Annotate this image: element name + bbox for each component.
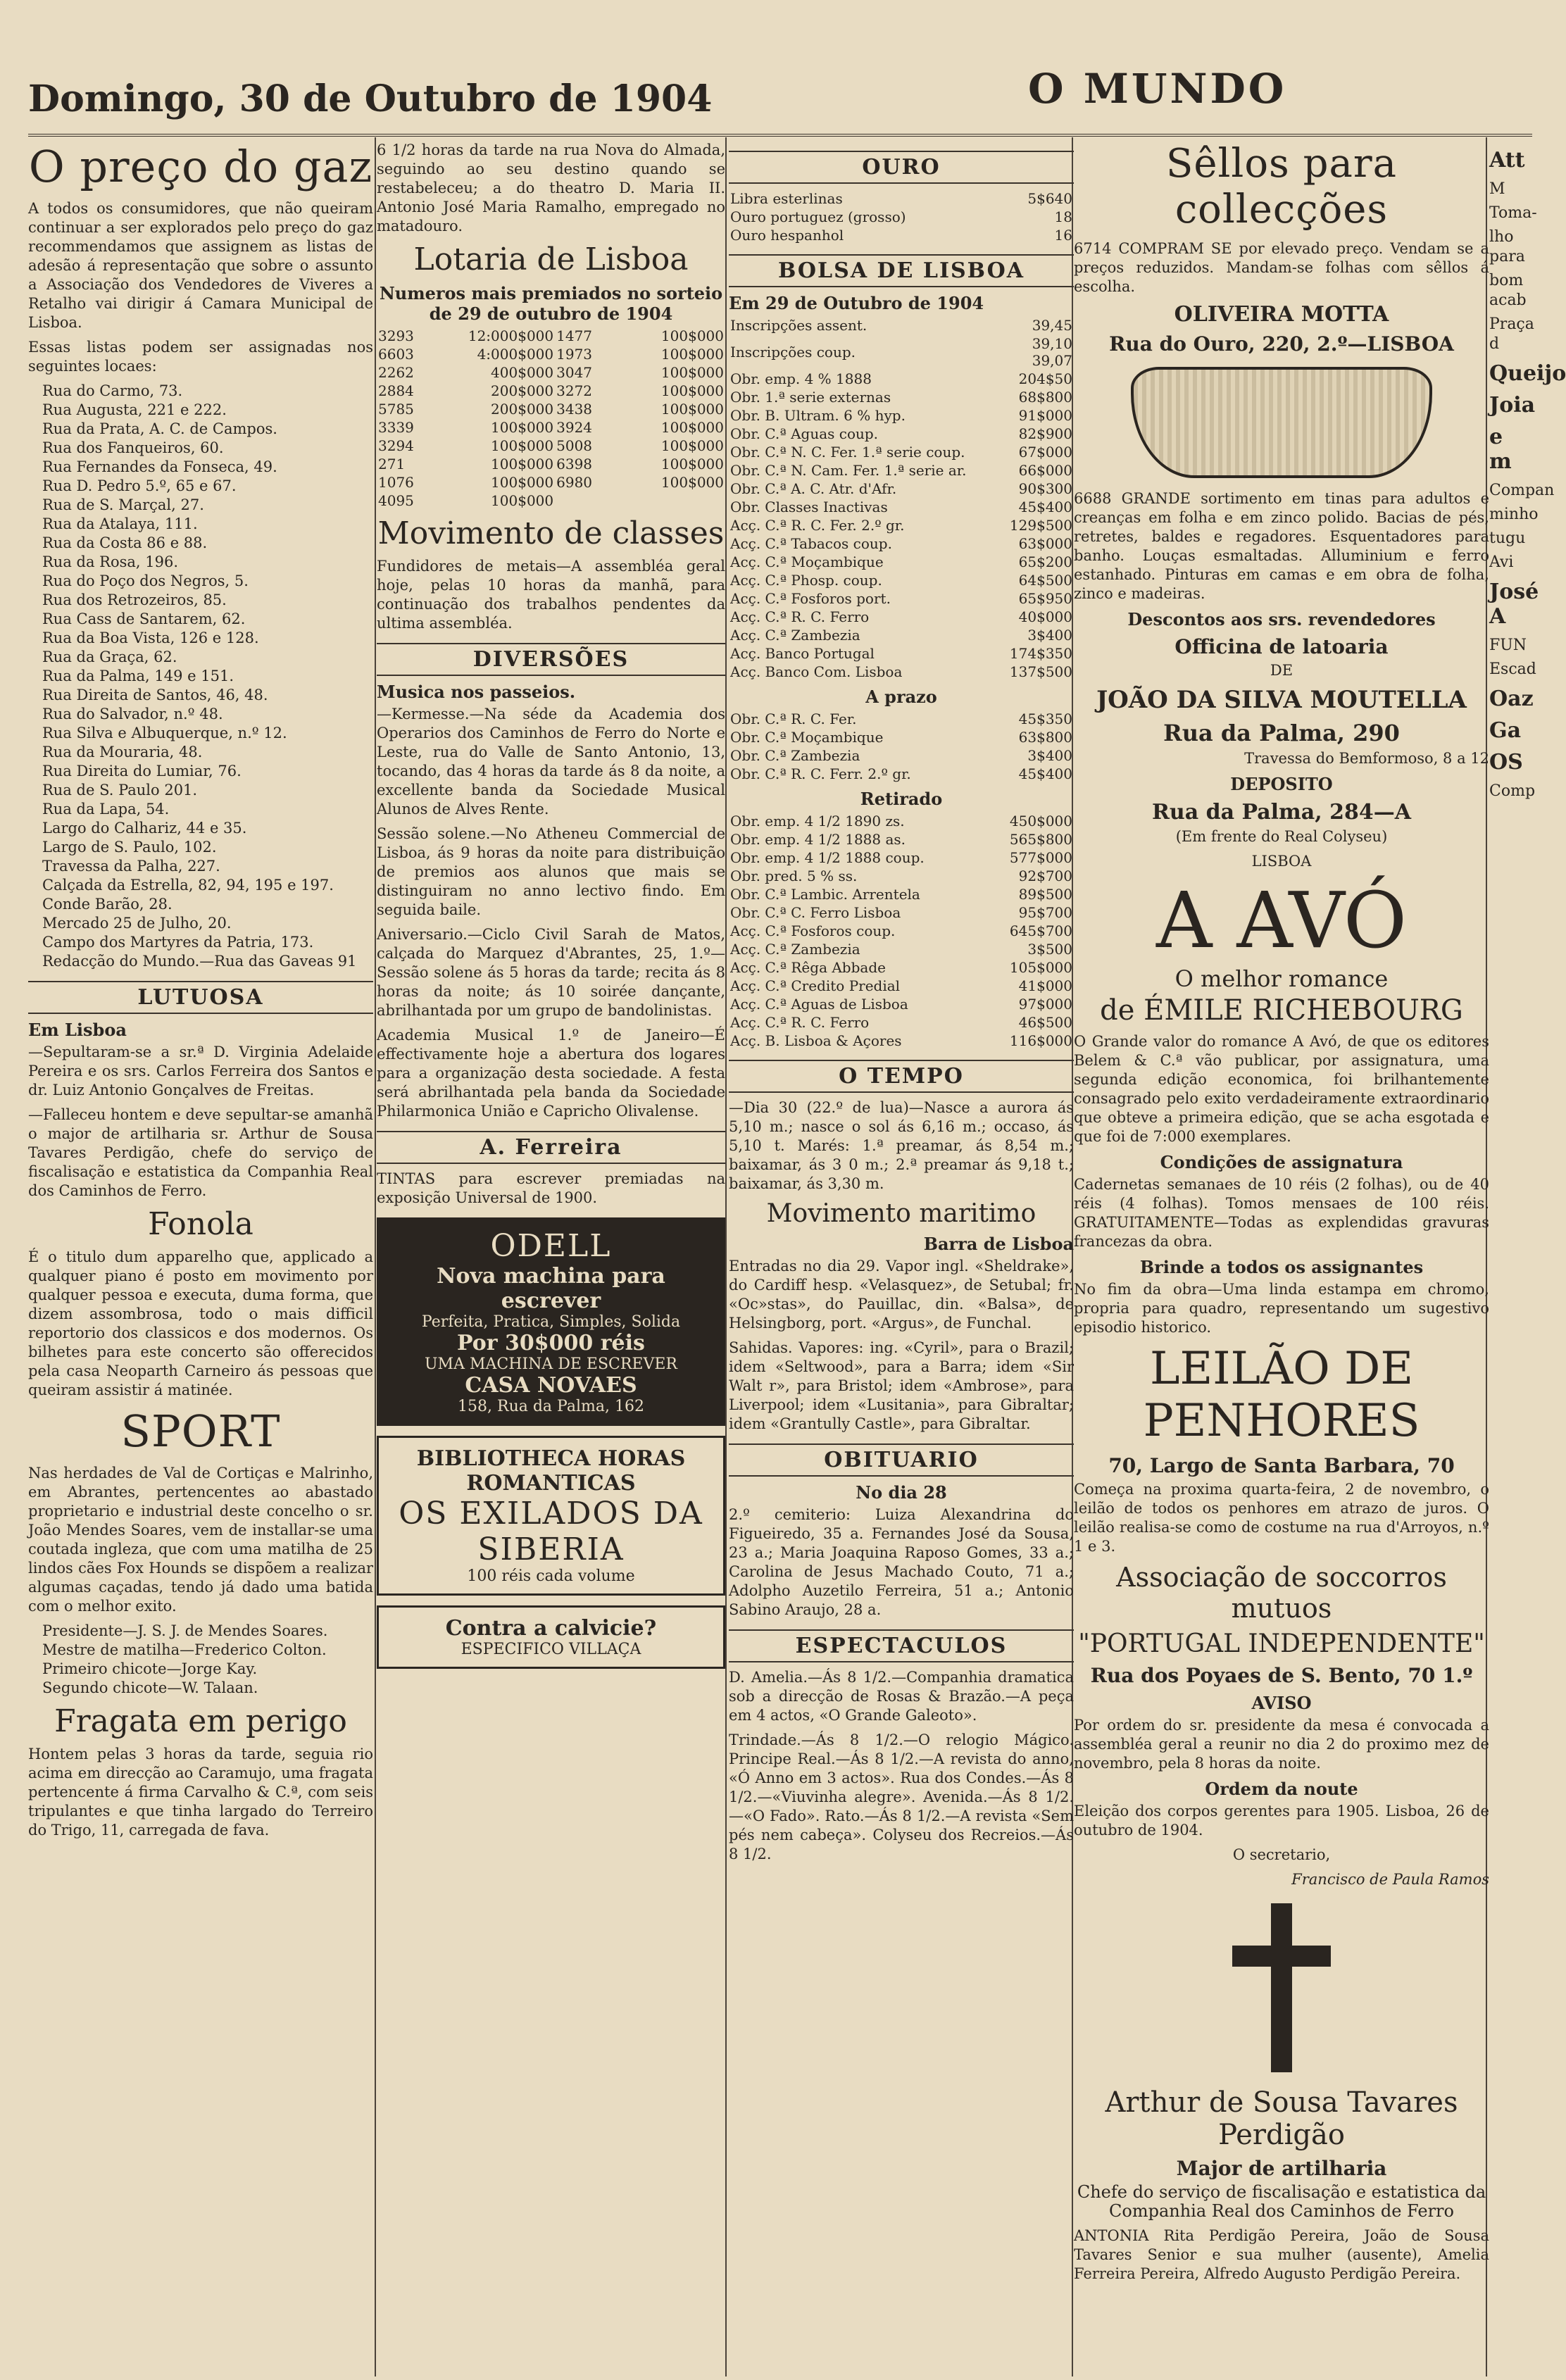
table-row: Acç. C.ª Fosforos port. 65$950 [730, 590, 1072, 607]
diversoes-paragraph-3: Aniversario.—Ciclo Civil Sarah de Matos, calçada do Marquez d'Abrantes, 25, 1.º—Sessão solene ás 5 horas da tarde; recita ás 8 horas da noite; ás 10 soirée dançante, abrilhantada por um grupo de bandolinistas. [377, 926, 725, 1019]
table-row: Obr. emp. 4 1/2 1888 as. 565$800 [730, 831, 1072, 848]
list-item: Rua da Rosa, 196. [42, 553, 179, 570]
tinas-discount: Descontos aos srs. revendedores [1127, 609, 1436, 630]
table-row: Acç. Banco Com. Lisboa 137$500 [730, 663, 1072, 680]
obituario-date: No dia 28 [856, 1482, 947, 1503]
list-item: Rua da Graça, 62. [42, 649, 177, 665]
table-row: Inscripções coup. 39,10 39,07 [730, 335, 1072, 369]
table-row: Obr. C.ª Aguas coup. 82$900 [730, 425, 1072, 442]
fragment-text: e m [1489, 425, 1512, 474]
obituario-paragraph: 2.º cemiterio: Luiza Alexandrina do Figueiredo, 35 a. Fernandes José da Sousa, 23 a.; Maria Joaquina Raposo Gomes, 33 a.; Carolina de Jesus Machado Couto, 71 a.; Adolpho Auzetilo Ferreira, 51 a.; Antonio Sabino Araujo, 28 a. [729, 1506, 1074, 1618]
list-item: Campo dos Martyres da Patria, 173. [42, 934, 314, 951]
fragment-text: FUN [1489, 637, 1527, 654]
fragment-text: Escad [1489, 660, 1536, 678]
loteria-subheading: Numeros mais premiados no sorteio de 29 de outubro de 1904 [379, 283, 723, 324]
assoc-paragraph-2: Eleição dos corpos gerentes para 1905. Lisboa, 26 de outubro de 1904. [1074, 1803, 1489, 1839]
list-item: Largo do Calhariz, 44 e 35. [42, 820, 247, 837]
diversoes-paragraph-2: Sessão solene.—No Atheneu Commercial de Lisboa, ás 9 horas da noite para distribuição de premios aos alunos que mais se distinguiram no anno lectivo findo. Em seguida baile. [377, 825, 725, 918]
assoc-headline: Associação de soccorros mutuos [1116, 1562, 1447, 1624]
list-item: Rua D. Pedro 5.º, 65 e 67. [42, 477, 237, 494]
fragment-text: Compan [1489, 482, 1555, 499]
fragment-text: Avi [1489, 553, 1514, 571]
table-row: Obr. emp. 4 1/2 1888 coup. 577$000 [730, 849, 1072, 866]
gaz-paragraph-2: Essas listas podem ser assignadas nos seguintes locaes: [28, 339, 373, 375]
avo-headline: A AVÓ [1155, 875, 1408, 965]
table-row: Acç. C.ª Phosp. coup. 64$500 [730, 572, 1072, 589]
fonola-headline: Fonola [148, 1206, 253, 1242]
list-item: Segundo chicote—W. Talaan. [42, 1679, 258, 1696]
sellos-address: Rua do Ouro, 220, 2.º—LISBOA [1109, 332, 1454, 356]
table-row: Acç. C.ª Moçambique 65$200 [730, 553, 1072, 570]
list-item: Rua Silva e Albuquerque, n.º 12. [42, 725, 287, 741]
assoc-aviso: AVISO [1251, 1693, 1312, 1713]
table-row: Obr. pred. 5 % ss. 92$700 [730, 868, 1072, 884]
fragment-text: Joia [1489, 393, 1536, 418]
tinas-de: DE [1270, 662, 1293, 679]
list-item: Rua da Palma, 149 e 151. [42, 668, 234, 684]
table-row: 3339 100$000 3924 100$000 [378, 419, 724, 436]
fragment-text: José A [1489, 580, 1539, 629]
list-item: Rua de S. Paulo 201. [42, 782, 198, 798]
bibliotheca-price: 100 réis cada volume [467, 1567, 635, 1585]
tinas-deposito-address: Rua da Palma, 284—A [1151, 800, 1412, 825]
table-row: Obr. Classes Inactivas 45$400 [730, 499, 1072, 515]
table-row: Obr. C.ª A. C. Atr. d'Afr. 90$300 [730, 480, 1072, 497]
fragment-text: minho [1489, 506, 1539, 523]
table-row: 2262 400$000 3047 100$000 [378, 364, 724, 381]
list-item: Primeiro chicote—Jorge Kay. [42, 1660, 258, 1677]
list-item: Mercado 25 de Julho, 20. [42, 915, 232, 932]
list-item: Rua da Prata, A. C. de Campos. [42, 420, 277, 437]
retirado-heading: Retirado [860, 789, 943, 809]
odell-line: Perfeita, Pratica, Simples, Solida [421, 1313, 681, 1331]
assoc-name: "PORTUGAL INDEPENDENTE" [1078, 1629, 1485, 1658]
lutuosa-subheading: Em Lisboa [28, 1020, 127, 1040]
movimento-paragraph: Fundidores de metais—A assembléa geral hoje, pelas 10 horas da manhã, para continuação dos trabalhos pendentes da ultima assembléa. [377, 558, 725, 632]
table-row: 3293 12:000$000 1477 100$000 [378, 327, 724, 344]
sellos-name: OLIVEIRA MOTTA [1174, 302, 1389, 327]
newspaper-title: O MUNDO [1028, 65, 1287, 113]
cross-icon [1232, 1903, 1331, 2072]
avo-brinde-heading: Brinde a todos os assignantes [1139, 1257, 1424, 1277]
diversoes-paragraph-4: Academia Musical 1.º de Janeiro—É effectivamente hoje a abertura dos logares para a organização desta sociedade. A festa será abrilhantada pela banda da Sociedade Philarmonica União e Capricho Olivalense. [377, 1027, 725, 1120]
table-row: Ouro portuguez (grosso) 18 [730, 208, 1072, 225]
list-item: Rua Augusta, 221 e 222. [42, 401, 227, 418]
column-2 [377, 141, 725, 2373]
maritimo-subheading: Barra de Lisboa [923, 1234, 1074, 1254]
bibliotheca-book: OS EXILADOS DA SIBERIA [399, 1496, 703, 1567]
list-item: Rua da Atalaya, 111. [42, 515, 198, 532]
sport-paragraph: Nas herdades de Val de Cortiças e Malrinho, em Abrantes, pertencentes ao abastado proprietario e industrial deste concelho o sr. João Mendes Soares, vem de installar-se uma coutada ingleza, que com uma matilha de 25 lindos cães Fox Hounds se dispõem a realizar algumas caçadas, tendo já dado uma batida com o melhor exito. [28, 1465, 373, 1615]
gaz-paragraph: A todos os consumidores, que não queiram continuar a ser explorados pelo preço do gaz recommendamos que assignem as listas de adesão á representação que sobre o assunto a Associação dos Vendedores de Viveres a Retalho vai dirigir á Camara Municipal de Lisboa. [28, 200, 373, 331]
table-row: Inscripções assent. 39,45 [730, 317, 1072, 334]
assoc-paragraph: Por ordem do sr. presidente da mesa é convocada a assembléa geral a reunir no dia 2 do proximo mez de novembro, pela 8 horas da noite. [1074, 1717, 1489, 1772]
ferreira-heading: A. Ferreira [377, 1131, 725, 1164]
table-row: Acç. C.ª Zambezia 3$500 [730, 941, 1072, 958]
fragment-text: tugu [1489, 530, 1526, 547]
prazo-heading: A prazo [865, 687, 937, 707]
table-row: Acç. C.ª R. C. Ferro 46$500 [730, 1014, 1072, 1031]
table-row: 271 100$000 6398 100$000 [378, 456, 724, 472]
assoc-address: Rua dos Poyaes de S. Bento, 70 1.º [1090, 1664, 1473, 1687]
list-item: Rua dos Fanqueiros, 60. [42, 439, 224, 456]
assoc-ordem: Ordem da noute [1205, 1779, 1358, 1799]
table-row: Acç. C.ª Tabacos coup. 63$000 [730, 535, 1072, 552]
list-item: Rua da Costa 86 e 88. [42, 534, 208, 551]
fragment-text: Comp [1489, 782, 1536, 800]
odell-price: Por 30$000 réis [457, 1331, 645, 1355]
table-row: Obr. C.ª R. C. Fer. 45$350 [730, 710, 1072, 727]
table-row: Obr. 1.ª serie externas 68$800 [730, 389, 1072, 406]
avo-author: de ÉMILE RICHEBOURG [1100, 994, 1463, 1027]
table-row: Obr. B. Ultram. 6 % hyp. 91$000 [730, 407, 1072, 424]
tinas-paragraph: 6688 GRANDE sortimento em tinas para adultos e creanças em folha e em zinco polido. Bacias de pés, retretes, baldes e regadores. Esquentadores para banho. Louças esmaltadas. Alluminium e ferro estanhado. Pinturas em camas e em obra de folha, zinco e madeiras. [1074, 490, 1489, 602]
list-item: Redacção do Mundo.—Rua das Gaveas 91 [42, 953, 357, 970]
table-row: Obr. C.ª C. Ferro Lisboa 95$700 [730, 904, 1072, 921]
calvicie-title: Contra a calvicie? [445, 1616, 657, 1641]
table-row: Obr. C.ª R. C. Ferr. 2.º gr. 45$400 [730, 765, 1072, 782]
odell-address: 158, Rua da Palma, 162 [458, 1398, 644, 1415]
table-row: 6603 4:000$000 1973 100$000 [378, 346, 724, 363]
fragment-text: OS [1489, 750, 1523, 775]
list-item: Rua do Poço dos Negros, 5. [42, 572, 249, 589]
tinas-address-2: Travessa do Bemformoso, 8 a 12 [1244, 750, 1489, 767]
column-5-partial [1489, 141, 1566, 2373]
bibliotheca-title: BIBLIOTHECA HORAS ROMANTICAS [416, 1446, 686, 1496]
list-item: Rua do Carmo, 73. [42, 382, 183, 399]
table-row: Acç. C.ª R. C. Fer. 2.º gr. 129$500 [730, 517, 1072, 534]
ferreira-paragraph: TINTAS para escrever premiadas na exposição Universal de 1900. [377, 1170, 725, 1206]
table-row: 5785 200$000 3438 100$000 [378, 401, 724, 418]
tinas-deposito: DEPOSITO [1230, 774, 1333, 794]
leilao-headline: LEILÃO DE PENHORES [1143, 1343, 1420, 1447]
fragment-text: lho para [1489, 228, 1525, 265]
list-item: Rua da Lapa, 54. [42, 801, 170, 818]
table-row: 2884 200$000 3272 100$000 [378, 382, 724, 399]
fragment-text: M [1489, 180, 1505, 198]
gaz-headline: O preço do gaz [28, 141, 373, 192]
list-item: Rua dos Retrozeiros, 85. [42, 591, 227, 608]
table-row: Acç. C.ª Aguas de Lisboa 97$000 [730, 996, 1072, 1013]
tinas-owner: JOÃO DA SILVA MOUTELLA [1096, 686, 1467, 714]
odell-advert [377, 1217, 725, 1426]
avo-conditions: Cadernetas semanaes de 10 réis (2 folhas), ou de 40 réis (4 folhas). Tomos mensaes de 100 réis. GRATUITAMENTE—Todas as explendidas gravuras francezas da obra. [1074, 1176, 1489, 1250]
bolsa-table [729, 316, 1074, 681]
fragata-paragraph: Hontem pelas 3 horas da tarde, seguia rio acima em direcção ao Caramujo, uma fragata pertencente á firma Carvalho & C.ª, com seis tripulantes e que tinha largado do Terreiro do Trigo, 11, carregada de fava. [28, 1746, 373, 1839]
obit-rank: Major de artilharia [1176, 2157, 1387, 2180]
lutuosa-paragraph-2: —Falleceu hontem e deve sepultar-se amanhã o major de artilharia sr. Arthur de Sousa Tavares Perdigão, chefe do serviço de fiscalisação e estatistica da Companhia Real dos Caminhos de Ferro. [28, 1106, 373, 1199]
table-row: Acç. Banco Portugal 174$350 [730, 645, 1072, 662]
obit-paragraph: ANTONIA Rita Perdigão Pereira, João de Sousa Tavares Senior e sua mulher (ausente), Amelia Ferreira Pereira, Alfredo Augusto Perdigão Pereira. [1074, 2227, 1489, 2282]
street-list [28, 382, 373, 971]
odell-line: Nova machina para escrever [437, 1264, 665, 1313]
ouro-heading: OURO [729, 151, 1074, 184]
sellos-headline: Sêllos para collecções [1166, 141, 1397, 232]
table-row: Acç. C.ª Rêga Abbade 105$000 [730, 959, 1072, 976]
table-row: Obr. C.ª N. C. Fer. 1.ª serie coup. 67$000 [730, 444, 1072, 461]
maritimo-paragraph: Entradas no dia 29. Vapor ingl. «Sheldrake», do Cardiff hesp. «Velasquez», de Setubal; fr. «Oc»stas», do Pauillac, din. «Balsa», de Helsingborg, port. «Argus», de Funchal. [729, 1258, 1074, 1332]
fonola-paragraph: É o titulo dum apparelho que, applicado a qualquer piano é posto em movimento por qualquer pessoa e executa, duma forma, que dizem assombrosa, todo o mais difficil reportorio dos classicos e dos modernos. Os bilhetes para este concerto são offerecidos pela casa Neoparth Carneiro ás pessoas que queiram assistir á matinée. [28, 1248, 373, 1398]
bolsa-heading: BOLSA DE LISBOA [729, 254, 1074, 287]
obit-name: Arthur de Sousa Tavares Perdigão [1105, 2086, 1458, 2151]
assoc-secretary: O secretario, [1232, 1846, 1331, 1863]
diversoes-heading: DIVERSÕES [377, 643, 725, 676]
lutuosa-paragraph: —Sepultaram-se a sr.ª D. Virginia Adelaide Pereira e os srs. Carlos Ferreira dos Santos e dr. Luiz Antonio Gonçalves de Freitas. [28, 1044, 373, 1098]
table-row: Acç. C.ª Zambezia 3$400 [730, 627, 1072, 644]
ouro-table [729, 189, 1074, 244]
list-item: Travessa da Palha, 227. [42, 858, 220, 875]
table-row: 3294 100$000 5008 100$000 [378, 437, 724, 454]
table-row: Obr. C.ª Lambic. Arrentela 89$500 [730, 886, 1072, 903]
sport-list [28, 1622, 373, 1698]
tinas-city: LISBOA [1251, 853, 1312, 870]
list-item: Rua Direita de Santos, 46, 48. [42, 687, 268, 703]
column-4 [1074, 141, 1489, 2373]
list-item: Conde Barão, 28. [42, 896, 173, 913]
maritimo-headline: Movimento maritimo [766, 1199, 1036, 1228]
espectaculos-paragraph-2: Trindade.—Ás 8 1/2.—O relogio Mágico. Principe Real.—Ás 8 1/2.—A revista do anno, «Ó Anno em 3 actos». Rua dos Condes.—Ás 8 1/2.—«Viuvinha alegre». Avenida.—Ás 8 1/2.—«O Fado». Rato.—Ás 8 1/2.—A revista «Sem pés nem cabeça». Colyseu dos Recreios.—Ás 8 1/2. [729, 1731, 1074, 1862]
tempo-paragraph: —Dia 30 (22.º de lua)—Nasce a aurora ás 5,10 m.; nasce o sol ás 6,16 m.; occaso, ás 5,10 t. Marés: 1.ª preamar, ás 8,54 m.; baixamar, ás 3 0 m.; 2.ª preamar ás 9,18 t.; baixamar, ás 3,30 m. [729, 1099, 1074, 1192]
fragment-text: Att [1489, 148, 1525, 173]
assoc-signature: Francisco de Paula Ramos [1291, 1871, 1489, 1888]
loteria-headline: Lotaria de Lisboa [413, 242, 689, 277]
list-item: Rua da Mouraria, 48. [42, 744, 203, 760]
bolsa-date: Em 29 de Outubro de 1904 [729, 293, 984, 313]
tinas-address: Rua da Palma, 290 [1163, 720, 1400, 746]
table-row: Acç. B. Lisboa & Açores 116$000 [730, 1032, 1072, 1049]
list-item: Rua Direita do Lumiar, 76. [42, 763, 242, 779]
issue-date: Domingo, 30 de Outubro de 1904 [28, 77, 713, 120]
table-row: Obr. C.ª Moçambique 63$800 [730, 729, 1072, 746]
column-3 [729, 141, 1074, 2373]
table-row: Obr. emp. 4 1/2 1890 zs. 450$000 [730, 813, 1072, 829]
odell-line: UMA MACHINA DE ESCREVER [425, 1355, 677, 1373]
diversoes-subheading: Musica nos passeios. [377, 682, 576, 702]
obit-role: Chefe do serviço de fiscalisação e estatistica da Companhia Real dos Caminhos de Ferro [1077, 2182, 1486, 2221]
column-1 [28, 141, 373, 2373]
sellos-paragraph: 6714 COMPRAM SE por elevado preço. Vendam se a preços reduzidos. Mandam-se folhas com sêllos á escolha. [1074, 240, 1489, 295]
tempo-heading: O TEMPO [729, 1060, 1074, 1093]
loteria-table [377, 327, 725, 510]
table-row: 1076 100$000 6980 100$000 [378, 474, 724, 491]
maritimo-paragraph-2: Sahidas. Vapores: ing. «Cyril», para o Brazil; idem «Seltwood», para a Barra; idem «Sir Walt r», para Bristol; idem «Ambrose», para Liverpool; idem «Lusitania», para Gibraltar; idem «Grantully Castle», para Gibraltar. [729, 1339, 1074, 1432]
fragment-text: Oaz [1489, 687, 1534, 711]
column-rule [375, 137, 376, 2376]
table-row: 4095 100$000 [378, 492, 554, 509]
sport-headline: SPORT [120, 1405, 281, 1457]
fragment-text: Praça d [1489, 315, 1534, 353]
diversoes-paragraph: —Kermesse.—Na séde da Academia dos Operarios dos Caminhos de Ferro do Norte e Leste, rua do Valle de Santo Antonio, 13, tocando, das 4 horas da tarde ás 8 da noite, a excellente banda da Sociedade Musical Alunos de Alves Rente. [377, 706, 725, 818]
table-row: Obr. C.ª Zambezia 3$400 [730, 747, 1072, 764]
list-item: Rua Cass de Santarem, 62. [42, 610, 246, 627]
table-row: Obr. C.ª N. Cam. Fer. 1.ª serie ar. 66$000 [730, 462, 1072, 479]
fragment-text: bom acab [1489, 272, 1527, 309]
fragata-headline: Fragata em perigo [54, 1703, 347, 1739]
list-item: Rua do Salvador, n.º 48. [42, 706, 223, 722]
leilao-paragraph: Começa na proxima quarta-feira, 2 de novembro, o leilão de todos os penhores em atrazo de juros. O leilão realisa-se como de costume na rua d'Arroyos, n.º 1 e 3. [1074, 1481, 1489, 1555]
table-row: Libra esterlinas 5$640 [730, 190, 1072, 207]
table-row: Acç. C.ª Credito Predial 41$000 [730, 977, 1072, 994]
prazo-table [729, 710, 1074, 783]
list-item: Calçada da Estrella, 82, 94, 195 e 197. [42, 877, 334, 894]
avo-subtitle: O melhor romance [1174, 965, 1389, 992]
leilao-address: 70, Largo de Santa Barbara, 70 [1108, 1454, 1455, 1477]
table-row: Ouro hespanhol 16 [730, 227, 1072, 244]
movimento-headline: Movimento de classes [377, 515, 725, 551]
list-item: Rua de S. Marçal, 27. [42, 496, 204, 513]
lutuosa-heading: LUTUOSA [28, 981, 373, 1014]
espectaculos-heading: ESPECTACULOS [729, 1629, 1074, 1662]
list-item: Presidente—J. S. J. de Mendes Soares. [42, 1622, 328, 1639]
calvicie-advert [377, 1605, 725, 1669]
avo-paragraph: O Grande valor do romance A Avó, de que os editores Belem & C.ª vão publicar, por assignatura, uma segunda edição economica, foi brilhantemente consagrado pelo exito verdadeiramente extraordinario que obteve a primeira edição, que se acha esgotada e que foi de 7:000 exemplares. [1074, 1033, 1489, 1145]
espectaculos-paragraph: D. Amelia.—Ás 8 1/2.—Companhia dramatica sob a direcção de Rosas & Brazão.—A peça em 4 actos, «O Grande Galeoto». [729, 1669, 1074, 1724]
list-item: Rua da Boa Vista, 126 e 128. [42, 630, 259, 646]
retirado-table [729, 812, 1074, 1050]
masthead [28, 56, 1532, 137]
column-rule [725, 137, 727, 2376]
table-row: Acç. C.ª R. C. Ferro 40$000 [730, 608, 1072, 625]
bathtub-illustration [1131, 367, 1432, 478]
list-item: Mestre de matilha—Frederico Colton. [42, 1641, 327, 1658]
avo-conditions-heading: Condições de assignatura [1160, 1152, 1403, 1172]
odell-brand: ODELL [490, 1228, 612, 1264]
fragment-text: Toma- [1489, 204, 1537, 222]
odell-shop: CASA NOVAES [465, 1373, 637, 1398]
fragment-text: Queijo [1489, 361, 1566, 386]
table-row: Acç. C.ª Fosforos coup. 645$700 [730, 922, 1072, 939]
tinas-location: (Em frente do Real Colyseu) [1175, 828, 1388, 845]
avo-brinde: No fim da obra—Uma linda estampa em chromo, propria para quadro, representando um sugestivo episodio historico. [1074, 1281, 1489, 1336]
calvicie-product: ESPECIFICO VILLAÇA [461, 1641, 641, 1658]
fragment-text: Ga [1489, 718, 1522, 743]
intro-paragraph: 6 1/2 horas da tarde na rua Nova do Almada, seguindo ao seu destino quando se restabeleceu; a do theatro D. Maria II. Antonio José Maria Ramalho, empregado no matadouro. [377, 142, 725, 234]
list-item: Largo de S. Paulo, 102. [42, 839, 217, 856]
list-item: Rua Fernandes da Fonseca, 49. [42, 458, 277, 475]
table-row: Obr. emp. 4 % 1888 204$50 [730, 370, 1072, 387]
bibliotheca-advert [377, 1436, 725, 1596]
tinas-workshop: Officina de latoaria [1174, 635, 1389, 658]
obituario-heading: OBITUARIO [729, 1443, 1074, 1477]
